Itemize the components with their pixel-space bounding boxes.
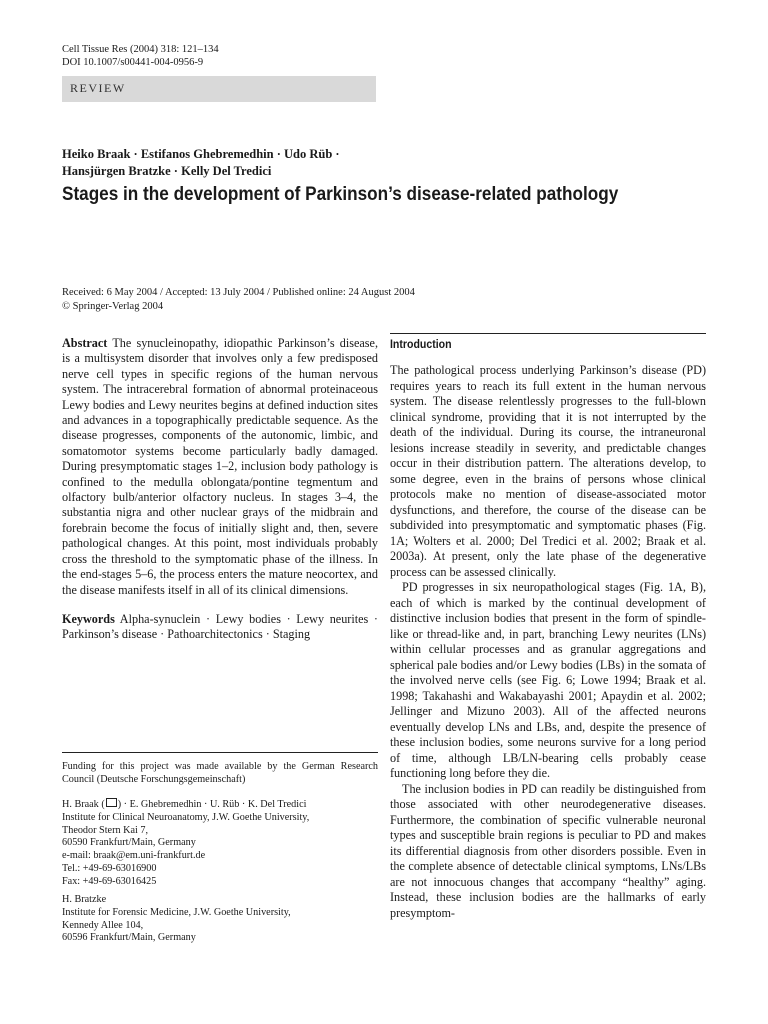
section-label: REVIEW (70, 81, 126, 95)
journal-line: Cell Tissue Res (2004) 318: 121–134 (62, 44, 219, 55)
affiliation-2-line: Kennedy Allee 104, (62, 919, 144, 931)
section-banner (62, 76, 376, 102)
journal-citation (62, 43, 219, 69)
affiliation-1-email: e-mail: braak@em.uni-frankfurt.de (62, 850, 206, 862)
affiliation-1-line: Institute for Clinical Neuroanatomy, J.W. Goethe University, (62, 811, 310, 823)
affiliation-1-names: H. Braak ( ) · E. Ghebremedhin · U. Rüb · K. Del Tredici (62, 799, 307, 810)
intro-paragraph: PD progresses in six neuropathological stages (Fig. 1A, B), each of which is marked by the continual development of distinctive inclusion bodies that present in the form of spindle-like or thread-like and, in part, branching Lewy neurites (LNs) within cellular processes and as granular aggregations and spherical pale bodies and/or Lewy bodies (LBs) in the somata of the involved nerve cells (see Fig. 6; Lowe 1994; Braak et al. 1998; Takahashi and Wakabayashi 2001; Apaydin et al. 2002; Jellinger and Mizuno 2003). All of the affected neurons eventually develop LNs and LBs, and, despite the presence of these inclusion bodies, some neurons survive for a long period of time, although LB/LN-bearing cells probably cease functioning long before they die. (390, 580, 706, 780)
abstract-text: The synucleinopathy, idiopathic Parkinson’s disease, is a multisystem disorder that involves only a few predisposed nerve cell types in specific regions of the human nervous system. The intracerebral formation of abnormal proteinaceous Lewy bodies and Lewy neurites begins at defined induction sites and advances in a topographically predictable sequence. As the disease progresses, components of the autonomic, limbic, and somatomotor systems become particularly badly damaged. During presymptomatic stages 1–2, inclusion body pathology is confined to the medulla oblongata/pontine tegmentum and olfactory bulb/anterior olfactory nucleus. In stages 3–4, the substantia nigra and other nuclear grays of the midbrain and forebrain become the focus of initially slight and, then, severe pathological changes. At this point, most individuals probably cross the threshold to the symptomatic phase of the illness. In the end-stages 5–6, the process enters the mature neocortex, and the disease manifests itself in all of its clinical dimensions. (62, 336, 378, 597)
author-list (62, 146, 712, 180)
authors-line-1: Heiko Braak · Estifanos Ghebremedhin · Udo Rüb · (62, 147, 340, 161)
abstract-heading: Abstract (62, 336, 108, 350)
left-column (62, 336, 378, 643)
doi-line: DOI 10.1007/s00441-004-0956-9 (62, 57, 204, 68)
footnote-divider (62, 752, 378, 753)
abstract (62, 336, 378, 598)
introduction-body (390, 363, 706, 921)
affiliation-1-tel: Tel.: +49-69-63016900 (62, 862, 157, 874)
keywords (62, 612, 378, 643)
affiliation-1-line: Theodor Stern Kai 7, (62, 824, 149, 836)
affiliation-2-line: 60596 Frankfurt/Main, Germany (62, 932, 196, 944)
affiliation-2 (62, 894, 378, 945)
funding-note: Funding for this project was made available by the German Research Council (Deutsche Forschungsgemeinschaft) (62, 761, 378, 785)
keywords-text: Alpha-synuclein · Lewy bodies · Lewy neurites · Parkinson’s disease · Pathoarchitectonics · Staging (62, 611, 378, 642)
keywords-heading: Keywords (62, 611, 115, 626)
affiliation-2-name: H. Bratzke (62, 894, 107, 905)
introduction-heading: Introduction (390, 337, 452, 351)
right-column (390, 333, 706, 921)
affiliation-1-line: 60590 Frankfurt/Main, Germany (62, 837, 196, 849)
article-title: Stages in the development of Parkinson’s disease-related pathology (62, 183, 619, 205)
section-rule (390, 333, 706, 334)
envelope-icon (106, 798, 117, 807)
affiliation-2-line: Institute for Forensic Medicine, J.W. Goethe University, (62, 906, 291, 918)
copyright-line: © Springer-Verlag 2004 (62, 300, 164, 312)
intro-paragraph: The inclusion bodies in PD can readily be distinguished from those associated with other neurodegenerative diseases. Furthermore, the combination of specific vulnerable neuronal types and susceptible brain regions is peculiar to PD and makes its differential diagnosis from other disorders possible. Even in the complete absence of detectable clinical symptoms, LNs/LBs are not innocuous changes that accompany “healthy” aging. Instead, these inclusion bodies are the hallmarks of early presymptom- (390, 781, 706, 920)
authors-line-2: Hansjürgen Bratzke · Kelly Del Tredici (62, 164, 272, 178)
intro-paragraph: The pathological process underlying Parkinson’s disease (PD) requires years to reach its full extent in the human nervous system. The disease relentlessly progresses to the full-blown clinical syndrome, providing that it is not interrupted by the death of the individual. During its course, the intraneuronal lesions increase steadily in severity, and predictable changes occur in their distribution pattern. The alterations develop, to some degree, even in the brains of persons whose clinical protocols make no mention of disease-associated motor dysfunctions, and therefore, the course of the disease can be subdivided into presymptomatic and symptomatic phases (Fig. 1A; Wolters et al. 2000; Del Tredici et al. 2002; Braak et al. 2003a). At present, only the late phase of the degenerative process can be assessed clinically. (390, 363, 706, 579)
publication-dates (62, 286, 712, 313)
affiliation-1-fax: Fax: +49-69-63016425 (62, 875, 157, 887)
affiliation-1 (62, 798, 378, 889)
dates-line: Received: 6 May 2004 / Accepted: 13 July 2004 / Published online: 24 August 2004 (62, 287, 415, 298)
